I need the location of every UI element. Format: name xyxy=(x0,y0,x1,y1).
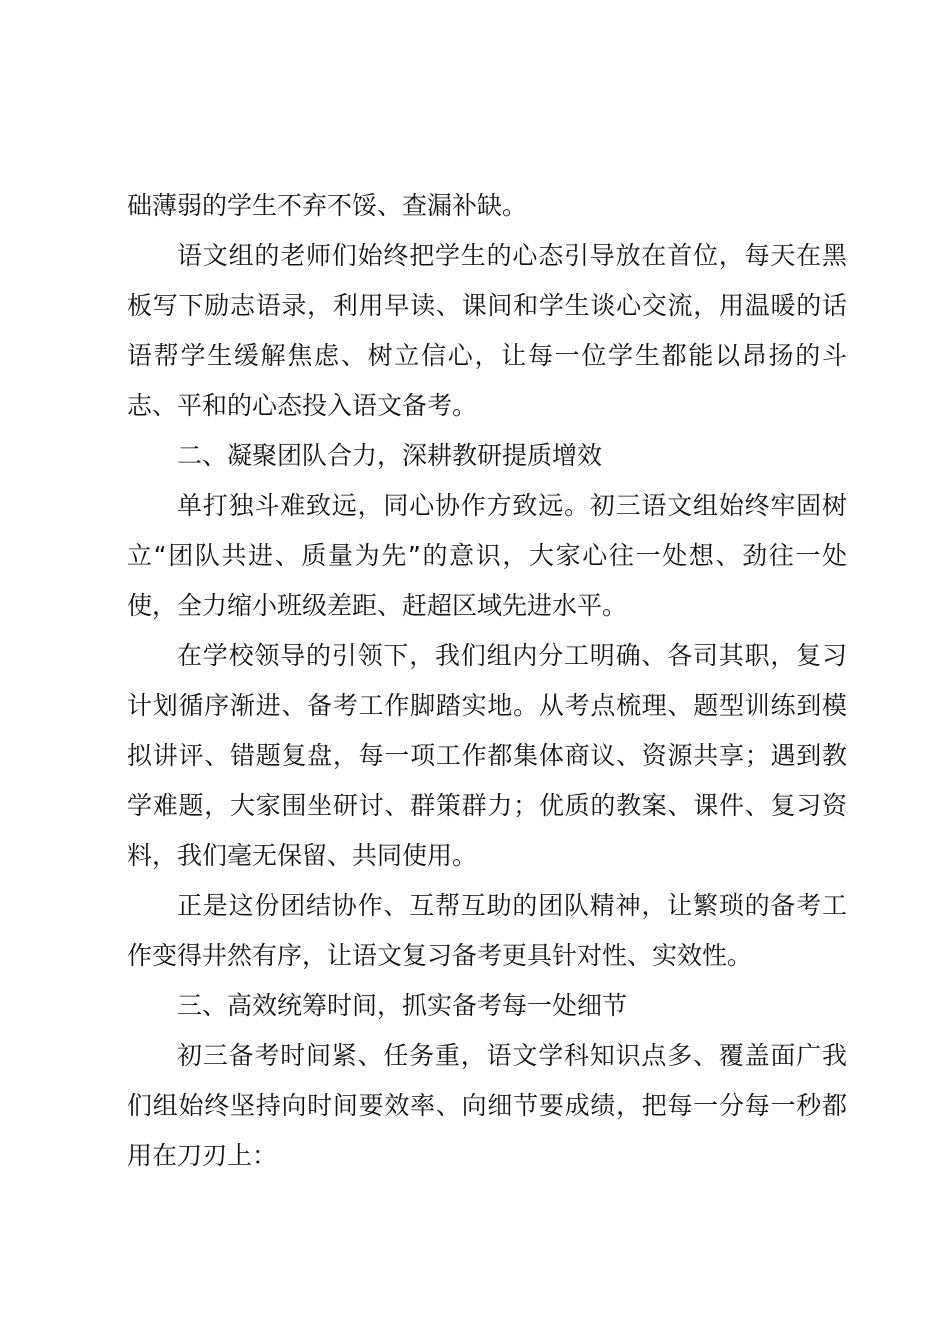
paragraph-continuation: 础薄弱的学生不弃不馁、查漏补缺。 xyxy=(127,191,528,220)
section-heading-two: 二、凝聚团队合力，深耕教研提质增效 xyxy=(177,441,603,470)
paragraph-team-intro: 单打独斗难致远，同心协作方致远。初三语文组始终牢固树立“团队共进、质量为先”的意识，大家心往一处想、劲往一处使，全力缩小班级差距、赶超区域先进水平。 xyxy=(127,491,847,620)
paragraph-team-spirit: 正是这份团结协作、互帮互助的团队精神，让繁琐的备考工作变得井然有序，让语文复习备考更具针对性、实效性。 xyxy=(127,891,847,970)
paragraph-team-work: 在学校领导的引领下，我们组内分工明确、各司其职，复习计划循序渐进、备考工作脚踏实地。从考点梳理、题型训练到模拟讲评、错题复盘，每一项工作都集体商议、资源共享；遇到教学难题，大家围坐研讨、群策群力；优质的教案、课件、复习资料，我们毫无保留、共同使用。 xyxy=(127,641,847,870)
section-heading-three: 三、高效统筹时间，抓实备考每一处细节 xyxy=(177,991,628,1020)
document-body xyxy=(127,181,847,1181)
paragraph-time-planning: 初三备考时间紧、任务重，语文学科知识点多、覆盖面广我们组始终坚持向时间要效率、向细节要成绩，把每一分每一秒都用在刀刃上： xyxy=(127,1041,847,1170)
paragraph-mindset-guidance: 语文组的老师们始终把学生的心态引导放在首位，每天在黑板写下励志语录，利用早读、课间和学生谈心交流，用温暖的话语帮学生缓解焦虑、树立信心，让每一位学生都能以昂扬的斗志、平和的心态投入语文备考。 xyxy=(127,241,847,420)
